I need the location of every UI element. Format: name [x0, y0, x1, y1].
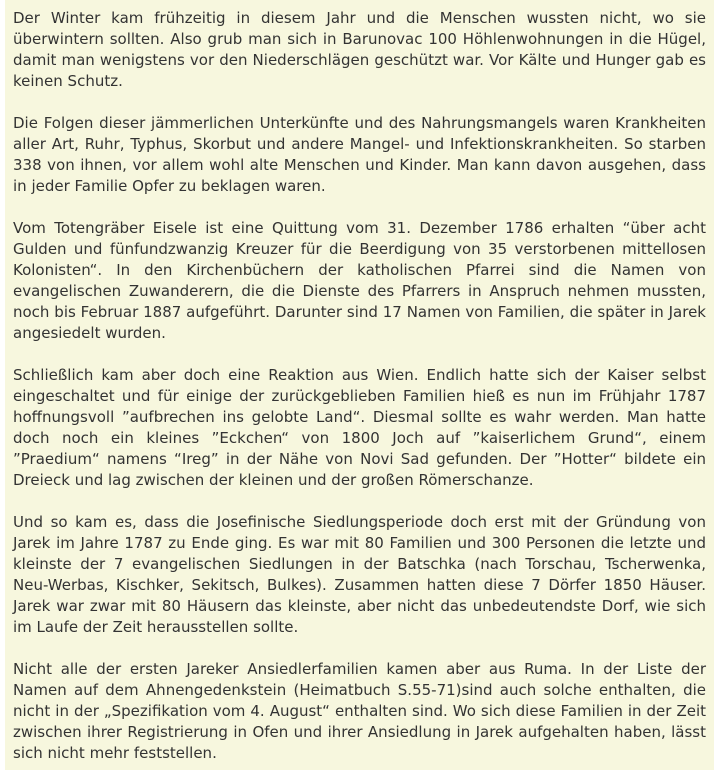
- paragraph-totengraeber: Vom Totengräber Eisele ist eine Quittung vom 31. Dezember 1786 erhalten “über acht Gulden und fünfundzwanzig Kreuzer für die Beerdigung von 35 verstorbenen mittellosen Kolonisten“. In den Kirchenbüchern der katholischen Pfarrei sind die Namen von evangelischen Zuwanderern, die die Dienste des Pfarrers in Anspruch nehmen mussten, noch bis Februar 1887 aufgeführt. Darunter sind 17 Namen von Familien, die später in Jarek angesiedelt wurden.: [13, 219, 706, 342]
- paragraph-winter: Der Winter kam frühzeitig in diesem Jahr und die Menschen wussten nicht, wo sie überwintern sollten. Also grub man sich in Barunovac 100 Höhlenwohnungen in die Hügel, damit man wenigstens vor den Niederschlägen geschützt war. Vor Kälte und Hunger gab es keinen Schutz.: [13, 9, 706, 90]
- paragraph-reaktion-wien: Schließlich kam aber doch eine Reaktion aus Wien. Endlich hatte sich der Kaiser selbst eingeschaltet und für einige der zurückgeblieben Familien hieß es nun im Frühjahr 1787 hoffnungsvoll ”aufbrechen ins gelobte Land“. Diesmal sollte es wahr werden. Man hatte doch noch ein kleines ”Eckchen“ von 1800 Joch auf ”kaiserlichem Grund“, einem ”Praedium“ namens “Ireg” in der Nähe von Novi Sad gefunden. Der ”Hotter“ bildete ein Dreieck und lag zwischen der kleinen und der großen Römerschanze.: [13, 366, 706, 489]
- paragraph-folgen: Die Folgen dieser jämmerlichen Unterkünfte und des Nahrungsmangels waren Krankheiten aller Art, Ruhr, Typhus, Skorbut und andere Mangel- und Infektionskrankheiten. So starben 338 von ihnen, vor allem wohl alte Menschen und Kinder. Man kann davon ausgehen, dass in jeder Familie Opfer zu beklagen waren.: [13, 114, 706, 195]
- paragraph-ansiedlerfamilien: Nicht alle der ersten Jareker Ansiedlerfamilien kamen aber aus Ruma. In der Liste der Namen auf dem Ahnengedenkstein (Heimatbuch S.55-71)sind auch solche enthalten, die nicht in der „Spezifikation vom 4. August“ enthalten sind. Wo sich diese Familien in der Zeit zwischen ihrer Registrierung in Ofen und ihrer Ansiedlung in Jarek aufgehalten haben, lässt sich nicht mehr feststellen.: [13, 660, 706, 762]
- document-page: [5, 0, 714, 770]
- paragraph-gruendung-jarek: Und so kam es, dass die Josefinische Siedlungsperiode doch erst mit der Gründung von Jarek im Jahre 1787 zu Ende ging. Es war mit 80 Familien und 300 Personen die letzte und kleinste der 7 evangelischen Siedlungen in der Batschka (nach Torschau, Tscherwenka, Neu-Werbas, Kischker, Sekitsch, Bulkes). Zusammen hatten diese 7 Dörfer 1850 Häuser. Jarek war zwar mit 80 Häusern das kleinste, aber nicht das unbedeutendste Dorf, wie sich im Laufe der Zeit herausstellen sollte.: [13, 513, 706, 636]
